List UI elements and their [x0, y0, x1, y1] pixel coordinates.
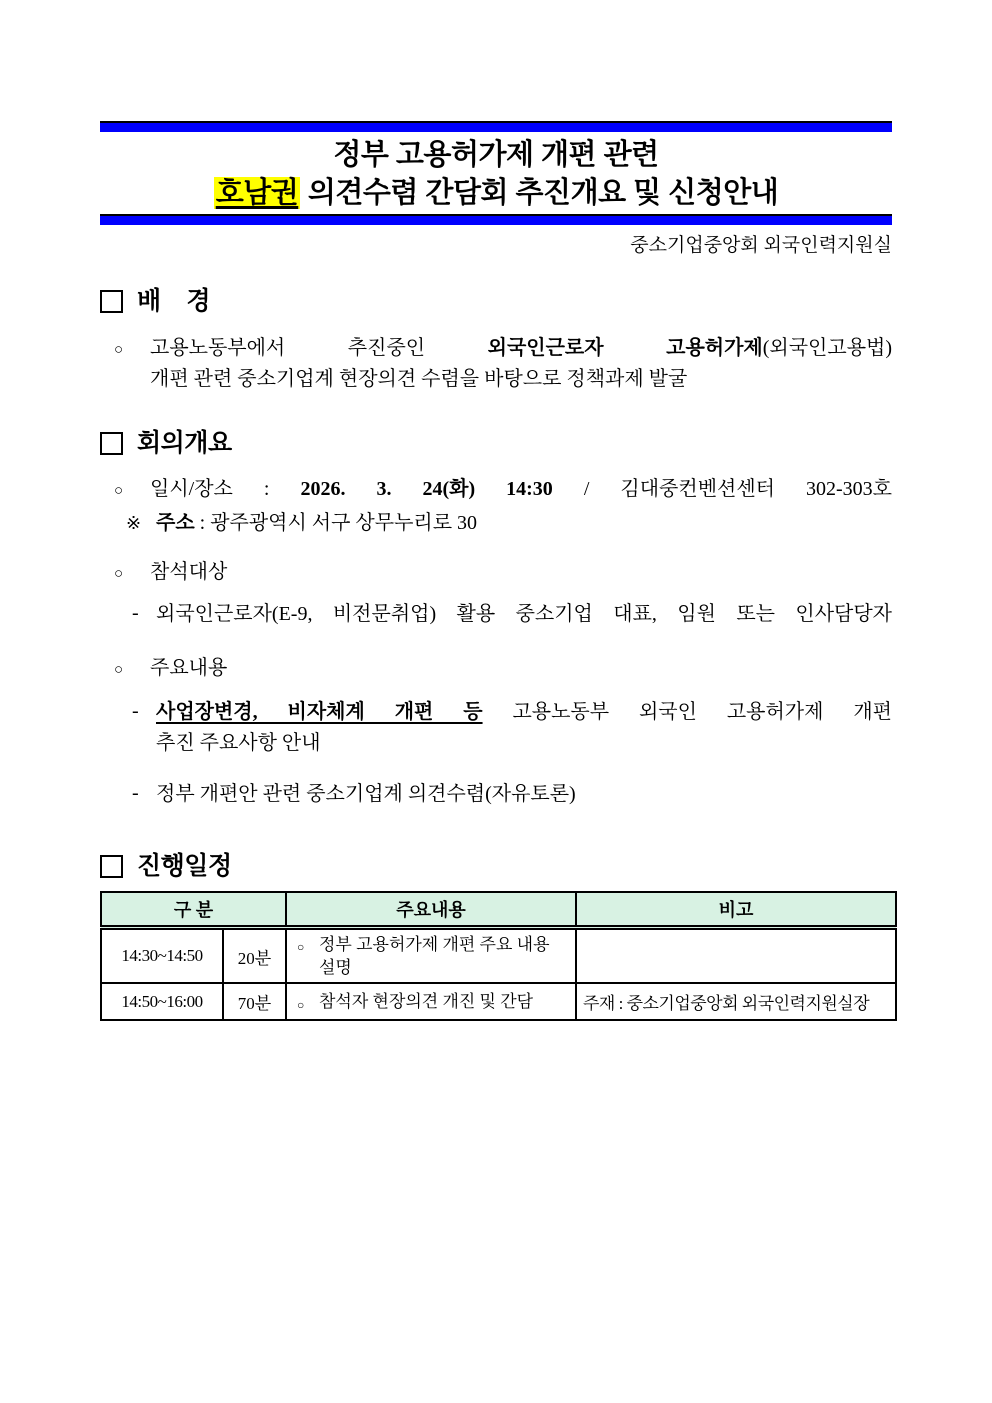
schedule-row	[101, 983, 896, 1020]
venue-value: / 김대중컨벤션센터 302-303호	[552, 478, 892, 500]
section-heading-label: 배 경	[137, 287, 211, 315]
document-title	[100, 136, 892, 212]
topic1-line2	[100, 728, 892, 759]
schedule-content-text: 정부 고용허가제 개편 주요 내용 설명	[319, 935, 550, 977]
schedule-remark	[576, 928, 896, 984]
topic2-line	[100, 779, 892, 810]
circle-bullet-icon: ○	[114, 342, 124, 358]
square-bullet-icon	[100, 855, 123, 878]
column-header-category: 구 분	[101, 892, 286, 928]
schedule-row	[101, 928, 896, 984]
background-text-bold: 외국인근로자 고용허가제	[487, 337, 763, 359]
circle-bullet-icon: ○	[297, 997, 305, 1012]
title-line-1: 정부 고용허가제 개편 관련	[333, 139, 659, 171]
datetime-label: 일시/장소 :	[150, 478, 301, 500]
circle-bullet-icon: ○	[114, 483, 124, 499]
topic1-continuation: 추진 주요사항 안내	[156, 732, 321, 754]
address-value: : 광주광역시 서구 상무누리로 30	[194, 512, 478, 534]
section-heading-background	[100, 286, 892, 316]
attendees-item-line	[100, 599, 892, 630]
document-content	[100, 0, 892, 1021]
title-bottom-rule	[100, 214, 892, 225]
schedule-content-text: 참석자 현장의견 개진 및 간담	[319, 992, 534, 1011]
column-header-content: 주요내용	[286, 892, 576, 928]
schedule-header-row	[101, 892, 896, 928]
section-heading-label: 회의개요	[137, 429, 232, 457]
schedule-remark: 주재 : 중소기업중앙회 외국인력지원실장	[576, 983, 896, 1020]
topics-label: 주요내용	[150, 657, 228, 679]
schedule-time: 14:30~14:50	[101, 928, 223, 984]
section-heading-meeting	[100, 428, 892, 458]
circle-bullet-icon: ○	[114, 566, 124, 582]
background-item-line2	[100, 364, 892, 395]
address-note-line	[100, 509, 892, 537]
circle-bullet-icon: ○	[297, 940, 305, 954]
dash-bullet-icon: -	[132, 602, 139, 624]
address-label: 주소	[156, 512, 195, 534]
background-text-pre: 고용노동부에서 추진중인	[150, 337, 488, 359]
schedule-time: 14:50~16:00	[101, 983, 223, 1020]
byline: 중소기업중앙회 외국인력지원실	[630, 235, 892, 256]
schedule-content	[286, 928, 576, 984]
title-line-2	[100, 174, 892, 212]
region-highlight: 호남권	[215, 177, 299, 209]
attendees-label-line	[100, 557, 892, 588]
schedule-duration: 70분	[223, 983, 286, 1020]
schedule-content	[286, 983, 576, 1020]
background-text-line2: 개편 관련 중소기업계 현장의견 수렴을 바탕으로 정책과제 발굴	[150, 368, 688, 390]
topic2-text: 정부 개편안 관련 중소기업계 의견수렴(자유토론)	[156, 783, 576, 805]
topic1-line1	[100, 697, 892, 728]
square-bullet-icon	[100, 432, 123, 455]
dash-bullet-icon: -	[132, 782, 139, 804]
section-heading-label: 진행일정	[137, 852, 232, 880]
schedule-duration: 20분	[223, 928, 286, 984]
dash-bullet-icon: -	[132, 700, 139, 722]
background-item-line1	[100, 333, 892, 364]
topic1-bold: 사업장변경, 비자체계 개편 등	[156, 701, 483, 723]
schedule-table	[100, 891, 897, 1021]
attendees-label: 참석대상	[150, 561, 228, 583]
reference-mark-icon: ※	[126, 513, 142, 533]
title-line-2-rest: 의견수렴 간담회 추진개요 및 신청안내	[300, 177, 779, 209]
section-heading-schedule	[100, 851, 892, 881]
circle-bullet-icon: ○	[114, 662, 124, 678]
square-bullet-icon	[100, 290, 123, 313]
background-text-post: (외국인고용법)	[762, 337, 892, 359]
attendees-item: 외국인근로자(E-9, 비전문취업) 활용 중소기업 대표, 임원 또는 인사담당자	[156, 603, 892, 625]
column-header-remark: 비고	[576, 892, 896, 928]
title-top-rule	[100, 121, 892, 132]
topics-label-line	[100, 653, 892, 684]
meeting-datetime-line	[100, 474, 892, 505]
topic1-rest: 고용노동부 외국인 고용허가제 개편	[482, 701, 892, 723]
datetime-value: 2026. 3. 24(화) 14:30	[300, 478, 553, 500]
